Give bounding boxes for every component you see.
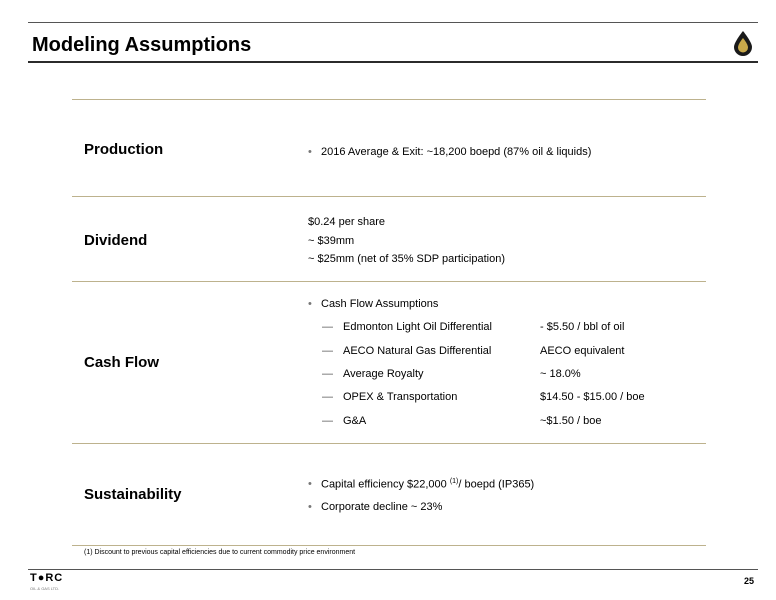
capital-efficiency-text: Capital efficiency $22,000	[321, 478, 450, 491]
torc-logo: T●RC	[30, 572, 64, 584]
page-title: Modeling Assumptions	[32, 34, 252, 56]
top-rule	[28, 22, 758, 23]
sustainability-capital-efficiency	[321, 478, 534, 491]
header-rule	[28, 61, 758, 63]
torc-logo-subtext: OIL & GAS LTD.	[30, 586, 60, 591]
cashflow-item-value: ~$1.50 / boe	[540, 415, 602, 427]
cashflow-item-name: OPEX & Transportation	[343, 391, 458, 403]
bullet-icon: •	[308, 298, 312, 310]
table-top-separator	[72, 99, 706, 100]
page-number: 25	[743, 576, 754, 586]
dash-icon: —	[322, 391, 333, 403]
cashflow-item-name: Average Royalty	[343, 368, 424, 380]
dash-icon: —	[322, 345, 333, 357]
cashflow-item-name: Edmonton Light Oil Differential	[343, 321, 492, 333]
table-bottom-separator	[72, 545, 706, 546]
footnote-marker: (1)	[449, 478, 459, 485]
footer-rule	[28, 569, 758, 570]
cashflow-heading: Cash Flow Assumptions	[321, 298, 439, 310]
production-label: Production	[84, 141, 164, 158]
separator-cashflow	[72, 443, 706, 444]
torc-drop-icon	[730, 30, 756, 56]
dash-icon: —	[322, 321, 333, 333]
cashflow-item-value: ~ 18.0%	[540, 368, 581, 380]
sustainability-label: Sustainability	[84, 486, 182, 503]
dividend-line: ~ $39mm	[308, 235, 355, 247]
sustainability-decline: Corporate decline ~ 23%	[321, 501, 443, 513]
separator-dividend	[72, 281, 706, 282]
cashflow-label: Cash Flow	[84, 354, 160, 371]
separator-production	[72, 196, 706, 197]
cashflow-item-name: G&A	[343, 415, 367, 427]
bullet-icon: •	[308, 146, 312, 158]
dividend-line: $0.24 per share	[308, 216, 386, 228]
cashflow-item-value: $14.50 - $15.00 / boe	[540, 391, 645, 403]
dash-icon: —	[322, 368, 333, 380]
dividend-line: ~ $25mm (net of 35% SDP participation)	[308, 253, 505, 265]
bullet-icon: •	[308, 501, 312, 513]
dash-icon: —	[322, 415, 333, 427]
capital-efficiency-unit: / boepd (IP365)	[458, 478, 535, 491]
cashflow-item-value: AECO equivalent	[540, 345, 625, 357]
cashflow-item-value: - $5.50 / bbl of oil	[540, 321, 625, 333]
cashflow-item-name: AECO Natural Gas Differential	[343, 345, 492, 357]
production-text: 2016 Average & Exit: ~18,200 boepd (87% oil & liquids)	[321, 146, 592, 158]
bullet-icon: •	[308, 478, 312, 490]
footnote: (1) Discount to previous capital efficiencies due to current commodity price environment	[84, 549, 356, 556]
dividend-label: Dividend	[84, 232, 148, 249]
